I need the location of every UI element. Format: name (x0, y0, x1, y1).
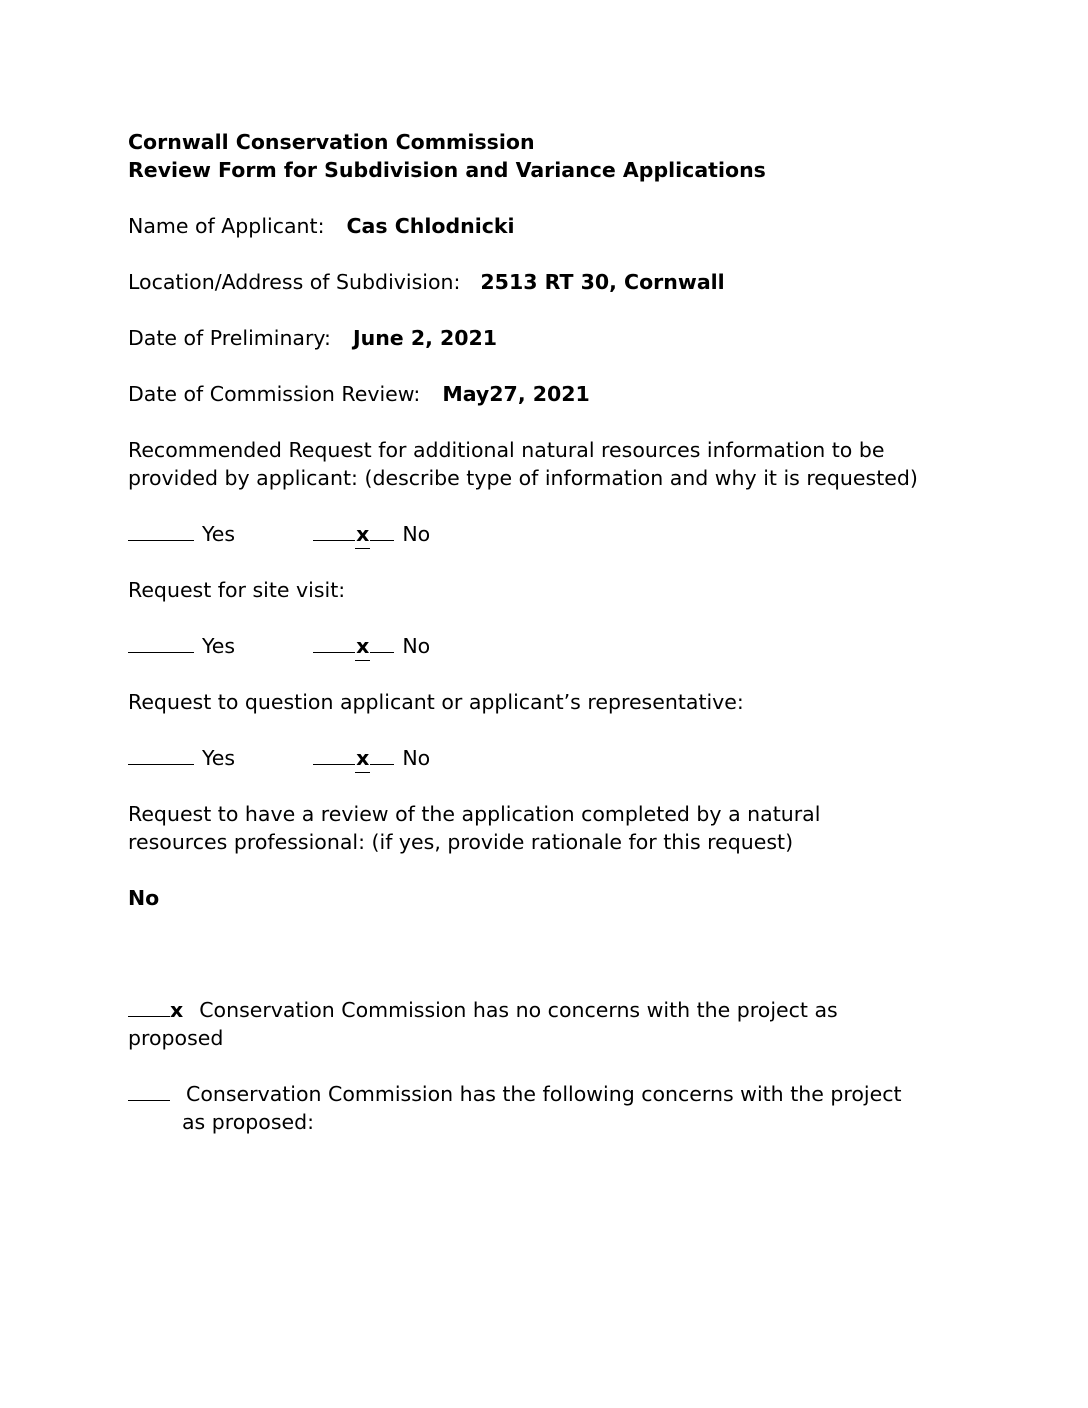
prelim-date-row (128, 324, 497, 352)
question-4-line-1: Request to have a review of the application completed by a natural (128, 802, 821, 826)
yes-blank[interactable] (128, 746, 194, 765)
form-title: Review Form for Subdivision and Variance Applications (128, 158, 766, 182)
applicant-label: Name of Applicant: (128, 214, 325, 238)
conclusion-1-line-1: x Conservation Commission has no concerns with the project as (128, 996, 838, 1024)
conclusion-2-line-1: Conservation Commission has the following concerns with the project (128, 1080, 902, 1108)
yes-label: Yes (202, 522, 236, 546)
question-4-answer: No (128, 886, 160, 910)
review-date-label: Date of Commission Review: (128, 382, 421, 406)
review-date-row (128, 380, 590, 408)
no-label: No (402, 634, 431, 658)
yes-blank[interactable] (128, 522, 194, 541)
question-2-options (128, 632, 430, 661)
question-3-line-1: Request to question applicant or applicant’s representative: (128, 690, 744, 714)
question-1-line-1: Recommended Request for additional natural resources information to be (128, 438, 885, 462)
location-label: Location/Address of Subdivision: (128, 270, 461, 294)
no-label: No (402, 746, 431, 770)
applicant-value: Cas Chlodnicki (346, 214, 515, 238)
org-heading: Cornwall Conservation Commission (128, 130, 535, 154)
location-row (128, 268, 725, 296)
question-1-options (128, 520, 430, 549)
yes-label: Yes (202, 746, 236, 770)
conclusion-2-check-blank[interactable] (128, 1082, 170, 1101)
question-2-line-1: Request for site visit: (128, 578, 346, 602)
applicant-row (128, 212, 515, 240)
conclusion-2-line-2: as proposed: (182, 1110, 315, 1134)
no-check-mark[interactable]: x (355, 632, 370, 661)
question-4-line-2: resources professional: (if yes, provide rationale for this request) (128, 830, 794, 854)
location-value: 2513 RT 30, Cornwall (480, 270, 725, 294)
no-check-mark[interactable]: x (355, 520, 370, 549)
conclusion-1-check-mark[interactable]: x (170, 998, 184, 1022)
no-label: No (402, 522, 431, 546)
conclusion-1-line-2: proposed (128, 1026, 224, 1050)
yes-label: Yes (202, 634, 236, 658)
prelim-date-value: June 2, 2021 (352, 326, 498, 350)
question-1-line-2: provided by applicant: (describe type of information and why it is requested) (128, 466, 918, 490)
no-check-mark[interactable]: x (355, 744, 370, 773)
yes-blank[interactable] (128, 634, 194, 653)
prelim-date-label: Date of Preliminary: (128, 326, 331, 350)
review-date-value: May27, 2021 (442, 382, 590, 406)
question-3-options (128, 744, 430, 773)
